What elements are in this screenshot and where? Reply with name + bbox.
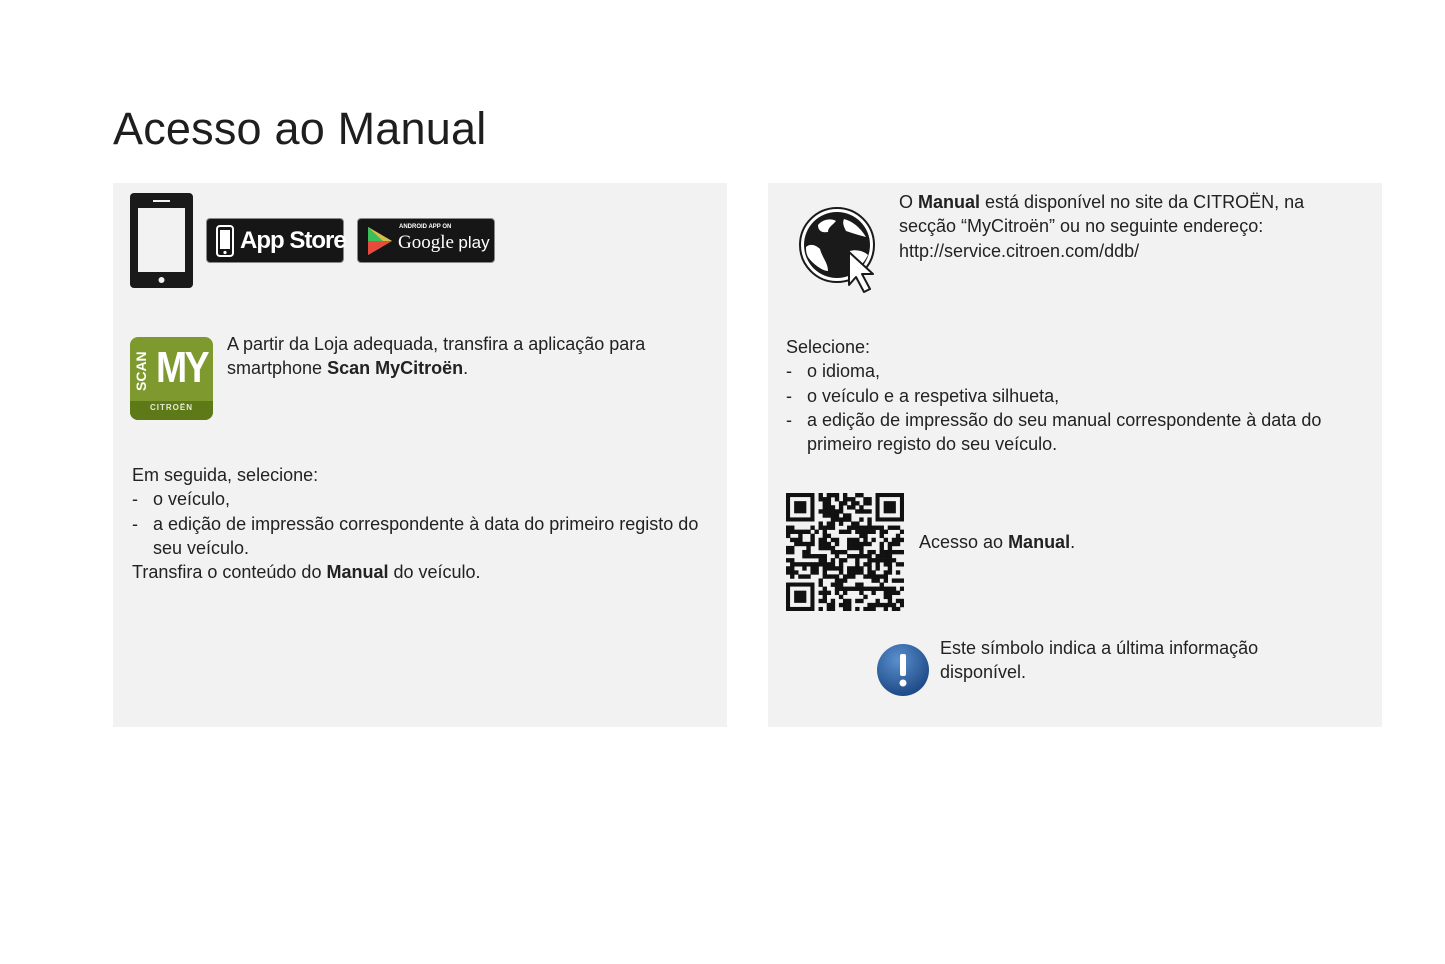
scan-mycitroen-app-icon xyxy=(130,337,213,420)
google-play-badge[interactable] xyxy=(357,218,495,263)
steps-heading: Selecione: xyxy=(786,337,871,357)
google-play-label xyxy=(398,232,490,254)
manual-url-link[interactable]: http://service.citroen.com/ddb/ xyxy=(899,240,1140,261)
play-word: play xyxy=(458,233,490,252)
tablet-icon xyxy=(130,193,193,288)
app-store-badge[interactable] xyxy=(206,218,344,263)
google-play-icon xyxy=(366,226,394,256)
app-store-label: App Store xyxy=(240,227,346,254)
steps-heading: Em seguida, selecione: xyxy=(132,465,319,485)
list-item: - o idioma, xyxy=(786,359,1366,383)
app-download-instruction: A partir da Loja adequada, transfira a aplicação para smartphone Scan MyCitroën. xyxy=(227,334,646,379)
globe-cursor-icon xyxy=(798,205,886,295)
qr-caption: Acesso ao Manual. xyxy=(919,532,1076,552)
list-item: - a edição de impressão do seu manual correspondente à data do primeiro registo do seu veículo. xyxy=(786,408,1366,457)
steps-list xyxy=(786,359,1366,456)
smartphone-icon xyxy=(216,225,234,257)
transfer-instruction: Transfira o conteúdo do Manual do veículo. xyxy=(132,562,481,583)
google-play-top-label: ANDROID APP ON xyxy=(399,224,452,230)
list-item: - o veículo, xyxy=(132,487,722,511)
app-steps xyxy=(132,463,722,584)
info-exclamation-icon xyxy=(876,643,930,697)
info-symbol-description: Este símbolo indica a última informação disponível. xyxy=(940,638,1259,683)
list-item: - a edição de impressão correspondente à data do primeiro registo do seu veículo. xyxy=(132,512,722,561)
steps-list xyxy=(132,487,722,560)
web-steps xyxy=(786,335,1366,456)
google-word: Google xyxy=(398,232,454,253)
app-access-panel xyxy=(113,183,727,727)
website-info: O Manual está disponível no site da CITROËN, na secção “MyCitroën” ou no seguinte endereço: http://service.citroen.com/ddb/ xyxy=(899,192,1305,261)
scan-word: SCAN xyxy=(133,351,149,391)
page-title: Acesso ao Manual xyxy=(113,103,487,154)
qr-code[interactable] xyxy=(786,493,904,611)
list-item: - o veículo e a respetiva silhueta, xyxy=(786,384,1366,408)
my-word: MY xyxy=(156,343,207,392)
app-name: Scan MyCitroën xyxy=(327,358,464,379)
citroen-wordmark: CITROËN xyxy=(150,403,193,412)
